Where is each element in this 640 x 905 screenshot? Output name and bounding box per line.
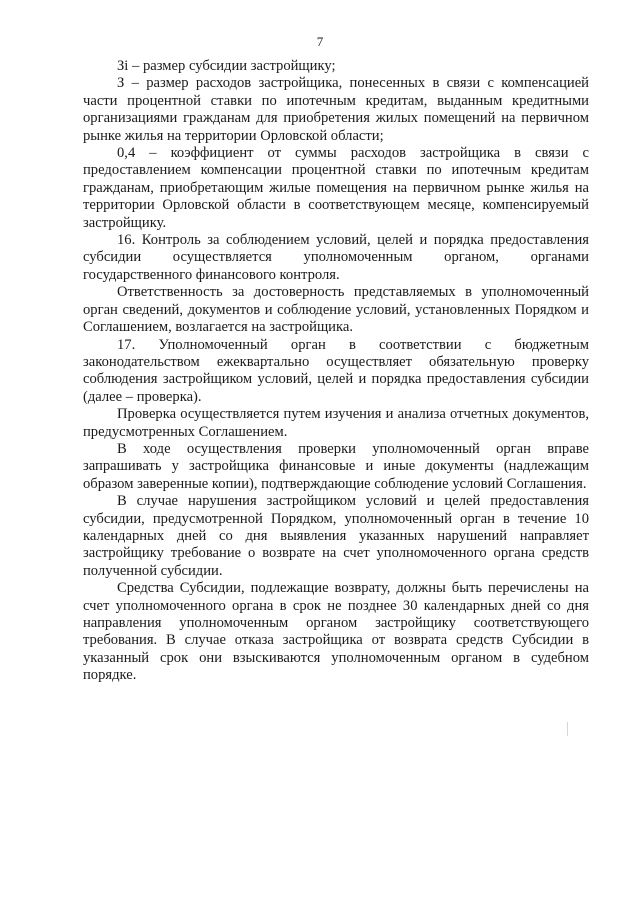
- paragraph-subsidy-amount-definition: Зi – размер субсидии застройщику;: [117, 58, 336, 74]
- scan-mark: [567, 722, 568, 736]
- page-number: 7: [316, 34, 324, 49]
- paragraph-responsibility: Ответственность за достоверность представляемых в уполномоченный орган сведений, документов и соблюдение условий, установленных Порядком и Соглашением, возлагается на застройщика.: [83, 284, 589, 336]
- paragraph-document-request: В ходе осуществления проверки уполномоченный орган вправе запрашивать у застройщика финансовые и иные документы (надлежащим образом заверенные копии), подтверждающие соблюдение условий Соглашения.: [83, 440, 589, 492]
- paragraph-refund-deadline: Средства Субсидии, подлежащие возврату, должны быть перечислены на счет уполномоченного органа в срок не позднее 30 календарных дней со дня направления уполномоченным органом застройщику соответствующего требования. В случае отказа застройщика от возврата средств Субсидии в указанный срок они взыскиваются уполномоченным органом в судебном порядке.: [83, 580, 589, 684]
- paragraph-coefficient-definition: 0,4 – коэффициент от суммы расходов застройщика в связи с предоставлением компенсации процентной ставки по ипотечным кредитам гражданам, приобретающим жилые помещения на первичном рынке жилья на территории Орловской области в соответствующем месяце, компенсируемый застройщику.: [83, 145, 589, 231]
- paragraph-inspection-method: Проверка осуществляется путем изучения и анализа отчетных документов, предусмотренных Соглашением.: [83, 406, 589, 440]
- paragraph-developer-expenses-definition: З – размер расходов застройщика, понесенных в связи с компенсацией части процентной ставки по ипотечным кредитам, выданным кредитными организациями гражданам для приобретения жилых помещений на первичном рынке жилья на территории Орловской области;: [83, 75, 589, 144]
- document-body: [83, 58, 589, 685]
- paragraph-section-17-inspection: 17. Уполномоченный орган в соответствии с бюджетным законодательством ежеквартально осуществляет обязательную проверку соблюдения застройщиком условий, целей и порядка предоставления субсидии (далее – проверка).: [83, 336, 589, 405]
- paragraph-violation-refund-demand: В случае нарушения застройщиком условий и целей предоставления субсидии, предусмотренной Порядком, уполномоченный орган в течение 10 календарных дней со дня выявления указанных нарушений направляет застройщику требование о возврате на счет уполномоченного органа средств полученной субсидии.: [83, 493, 589, 579]
- paragraph-section-16-control: 16. Контроль за соблюдением условий, целей и порядка предоставления субсидии осуществляется уполномоченным органом, органами государственного финансового контроля.: [83, 232, 589, 283]
